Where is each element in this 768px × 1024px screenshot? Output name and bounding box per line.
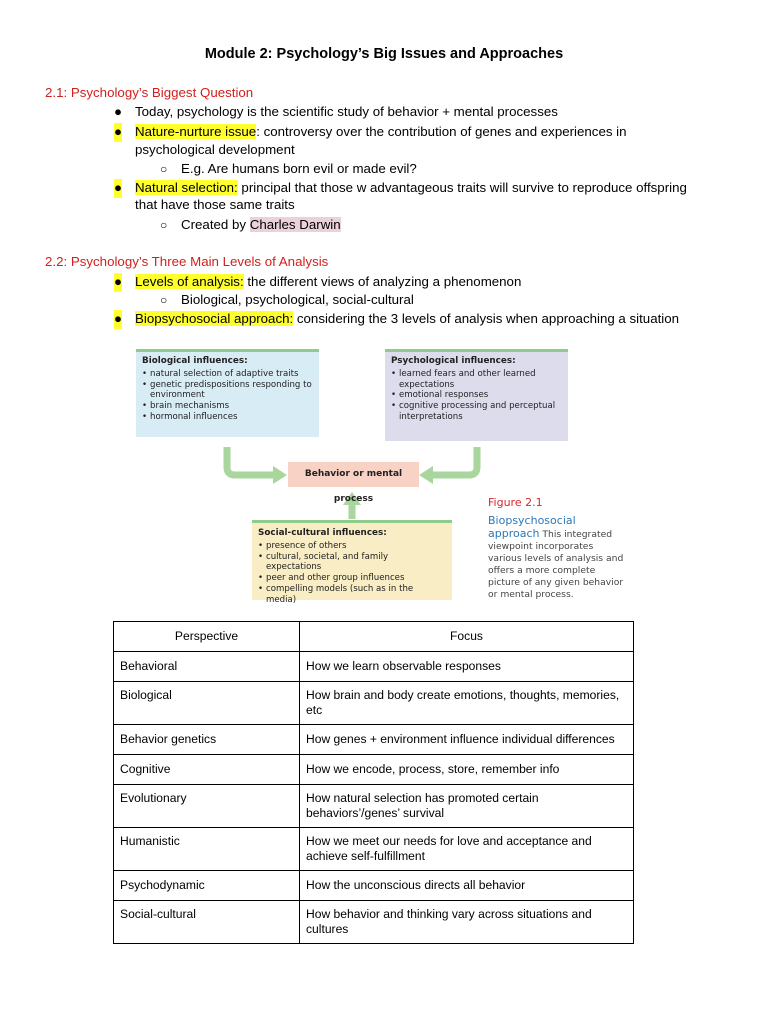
figure-caption (488, 497, 628, 601)
table-cell-focus: How we encode, process, store, remember info (300, 755, 634, 785)
table-header-row (114, 622, 634, 652)
figure-number: Figure 2.1 (488, 496, 543, 509)
bullet-text (135, 310, 679, 329)
bullet-rest-text: the different views of analyzing a phenomenon (243, 274, 522, 289)
hollow-bullet-icon: ○ (160, 218, 168, 232)
table-cell-perspective: Behavioral (114, 652, 300, 682)
box-item: • emotional responses (391, 390, 562, 401)
social-cultural-influences-box (252, 520, 452, 605)
hollow-bullet-icon: ○ (160, 293, 168, 307)
table-cell-focus: How natural selection has promoted certain behaviors’/genes’ survival (300, 785, 634, 828)
psychological-influences-box (385, 349, 568, 441)
box-item: • brain mechanisms (142, 401, 313, 412)
bullet-text (135, 123, 627, 142)
table-cell-focus: How genes + environment influence individual differences (300, 725, 634, 755)
behavior-center-box: Behavior or mental process (288, 462, 419, 487)
box-item: • presence of others (258, 541, 446, 552)
bullet-rest-text: : controversy over the contribution of genes and experiences in (256, 124, 627, 139)
section-heading-2-2: 2.2: Psychology’s Three Main Levels of Analysis (45, 254, 329, 269)
perspectives-table (113, 621, 634, 944)
box-item: • cultural, societal, and family expectations (258, 552, 446, 574)
document-title: Module 2: Psychology’s Big Issues and Approaches (204, 46, 564, 62)
table-cell-focus: How brain and body create emotions, thoughts, memories, etc (300, 682, 634, 725)
table-row (114, 871, 634, 901)
sub-bullet-text: E.g. Are humans born evil or made evil? (181, 161, 417, 176)
table-cell-perspective: Biological (114, 682, 300, 725)
highlighted-term: Natural selection: (135, 180, 238, 195)
box-title: Social-cultural influences: (258, 528, 387, 538)
table-cell-perspective: Cognitive (114, 755, 300, 785)
box-item: • genetic predispositions responding to environment (142, 380, 313, 402)
highlighted-term: Levels of analysis: (135, 274, 244, 289)
highlighted-name: Charles Darwin (249, 217, 341, 232)
table-cell-focus: How we learn observable responses (300, 652, 634, 682)
sub-bullet-prefix: Created by (181, 217, 250, 232)
bullet-dot-icon: ● (114, 123, 122, 142)
bullet-dot-icon: ● (114, 310, 122, 329)
bullet-rest-text: principal that those w advantageous traits will survive to reproduce offspring (237, 180, 687, 195)
bullet-text (135, 273, 521, 292)
box-item: • peer and other group influences (258, 573, 446, 584)
table-row (114, 725, 634, 755)
bullet-text (135, 179, 687, 198)
sub-bullet-text (181, 216, 341, 235)
biopsychosocial-figure (135, 347, 624, 607)
table-row (114, 901, 634, 944)
arrow-left-icon (419, 466, 433, 484)
bullet-dot-icon: ● (114, 179, 122, 198)
table-cell-perspective: Social-cultural (114, 901, 300, 944)
bullet-dot-icon: ● (114, 273, 122, 292)
box-title: Psychological influences: (391, 356, 516, 366)
arrow-right-icon (273, 466, 287, 484)
box-item: • compelling models (such as in the media) (258, 584, 446, 606)
highlighted-term: Nature-nurture issue (135, 124, 257, 139)
table-cell-perspective: Humanistic (114, 828, 300, 871)
table-cell-perspective: Psychodynamic (114, 871, 300, 901)
bullet-text: Today, psychology is the scientific study of behavior + mental processes (135, 104, 558, 119)
bullet-continuation: that have those same traits (135, 197, 295, 212)
figure-caption-heading: Biopsychosocial approach (488, 514, 576, 540)
bullet-rest-text: considering the 3 levels of analysis when approaching a situation (293, 311, 680, 326)
figure-caption-text: This integrated viewpoint incorporates various levels of analysis and offers a more complete picture of any given behavior or mental process. (488, 529, 624, 600)
table-row (114, 828, 634, 871)
table-cell-focus: How we meet our needs for love and acceptance and achieve self-fulfillment (300, 828, 634, 871)
table-cell-focus: How the unconscious directs all behavior (300, 871, 634, 901)
box-item: • natural selection of adaptive traits (142, 369, 313, 380)
table-header-perspective: Perspective (114, 622, 300, 652)
table-row (114, 755, 634, 785)
box-item: • hormonal influences (142, 412, 313, 423)
table-cell-perspective: Evolutionary (114, 785, 300, 828)
bullet-continuation: psychological development (135, 142, 295, 157)
box-title: Biological influences: (142, 356, 248, 366)
box-item: • cognitive processing and perceptual interpretations (391, 401, 562, 423)
biological-influences-box (136, 349, 319, 437)
bullet-dot-icon: ● (114, 104, 123, 119)
sub-bullet-text: Biological, psychological, social-cultural (181, 292, 414, 307)
table-row (114, 682, 634, 725)
table-header-focus: Focus (300, 622, 634, 652)
table-cell-perspective: Behavior genetics (114, 725, 300, 755)
hollow-bullet-icon: ○ (160, 162, 168, 176)
highlighted-term: Biopsychosocial approach: (135, 311, 294, 326)
table-cell-focus: How behavior and thinking vary across situations and cultures (300, 901, 634, 944)
section-heading-2-1: 2.1: Psychology’s Biggest Question (45, 85, 254, 100)
box-item: • learned fears and other learned expectations (391, 369, 562, 391)
table-row (114, 652, 634, 682)
table-row (114, 785, 634, 828)
